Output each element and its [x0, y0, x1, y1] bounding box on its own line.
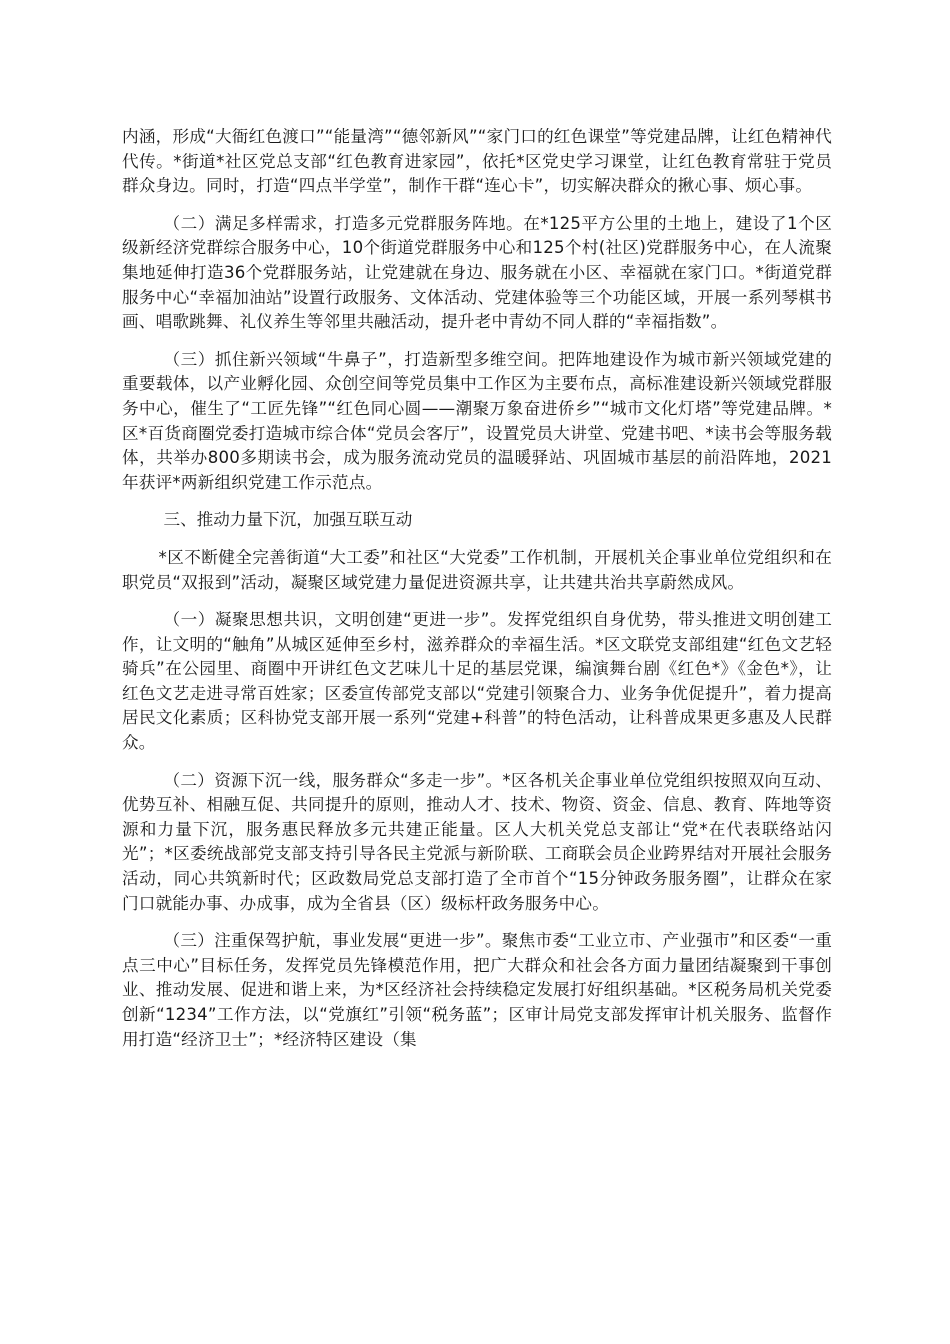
paragraph-1-text: 内涵，形成“大衙红色渡口”“能量湾”“德邻新风”“家门口的红色课堂”等党建品牌，让红色精神代代传。*街道*社区党总支部“红色教育进家园”，依托*区党史学习课堂，让红色教育常驻于党员群众身边。同时，打造“四点半学堂”，制作干群“连心卡”，切实解决群众的揪心事、烦心事。 [122, 127, 832, 196]
paragraph-1 [122, 125, 832, 199]
paragraph-7 [122, 929, 832, 1052]
paragraph-2 [122, 212, 832, 335]
paragraph-2-text: 在*125平方公里的土地上，建设了1个区级新经济党群综合服务中心，10个街道党群服务中心和125个村(社区)党群服务中心，在人流聚集地延伸打造36个党群服务站，让党建就在身边、服务就在小区、幸福就在家门口。*街道党群服务中心“幸福加油站”设置行政服务、文体活动、党建体验等三个功能区域，开展一系列琴棋书画、唱歌跳舞、礼仪养生等邻里共融活动，提升老中青幼不同人群的“幸福指数”。 [122, 213, 832, 332]
document-page [122, 125, 832, 1065]
paragraph-6-lead: （二）资源下沉一线，服务群众“多走一步”。 [163, 770, 503, 790]
paragraph-3 [122, 348, 832, 496]
section-heading-3 [122, 508, 832, 533]
paragraph-5-text: 发挥党组织自身优势，带头推进文明创建工作，让文明的“触角”从城区延伸至乡村，滋养群众的幸福生活。*区文联党支部组建“红色文艺轻骑兵”在公园里、商圈中开讲红色文艺味儿十足的基层党课，编演舞台剧《红色*》《金色*》，让红色文艺走进寻常百姓家；区委宣传部党支部以“党建引领聚合力、业务争优促提升”，着力提高居民文化素质；区科协党支部开展一系列“党建+科普”的特色活动，让科普成果更多惠及人民群众。 [122, 610, 832, 753]
paragraph-7-text: 聚焦市委“工业立市、产业强市”和区委“一重点三中心”目标任务，发挥党员先锋模范作用，把广大群众和社会各方面力量团结凝聚到干事创业、推动发展、促进和谐上来，为*区经济社会持续稳定发展打好组织基础。*区税务局机关党委创新“1234”工作方法，以“党旗红”引领“税务蓝”；区审计局党支部发挥审计机关服务、监督作用打造“经济卫士”；*经济特区建设（集 [122, 931, 832, 1049]
paragraph-3-lead: （三）抓住新兴领域“牛鼻子”，打造新型多维空间。 [163, 349, 559, 369]
section-heading-text: 三、推动力量下沉，加强互联互动 [163, 510, 413, 530]
paragraph-5 [122, 608, 832, 756]
paragraph-5-lead: （一）凝聚思想共识，文明创建“更进一步”。 [163, 610, 508, 630]
paragraph-7-lead: （三）注重保驾护航，事业发展“更进一步”。 [163, 931, 502, 951]
paragraph-4 [122, 546, 832, 595]
paragraph-2-lead: （二）满足多样需求，打造多元党群服务阵地。 [163, 213, 524, 233]
paragraph-6 [122, 769, 832, 917]
paragraph-3-text: 把阵地建设作为城市新兴领域党建的重要载体，以产业孵化园、众创空间等党员集中工作区为主要布点，高标准建设新兴领域党群服务中心，催生了“工匠先锋”“红色同心圆——潮聚万象奋进侨乡”“城市文化灯塔”等党建品牌。*区*百货商圈党委打造城市综合体“党员会客厅”，设置党员大讲堂、党建书吧、*读书会等服务载体，共举办800多期读书会，成为服务流动党员的温暖驿站、巩固城市基层的前沿阵地，2021年获评*两新组织党建工作示范点。 [122, 349, 832, 492]
paragraph-4-text: *区不断健全完善街道“大工委”和社区“大党委”工作机制，开展机关企事业单位党组织和在职党员“双报到”活动，凝聚区域党建力量促进资源共享，让共建共治共享蔚然成风。 [122, 547, 832, 592]
paragraph-6-text: *区各机关企事业单位党组织按照双向互动、优势互补、相融互促、共同提升的原则，推动人才、技术、物资、资金、信息、教育、阵地等资源和力量下沉，服务惠民释放多元共建正能量。区人大机关党总支部让“党*在代表联络站闪光”；*区委统战部党支部支持引导各民主党派与新阶联、工商联会员企业跨界结对开展社会服务活动，同心共筑新时代；区政数局党总支部打造了全市首个“15分钟政务服务圈”，让群众在家门口就能办事、办成事，成为全省县（区）级标杆政务服务中心。 [122, 770, 832, 913]
